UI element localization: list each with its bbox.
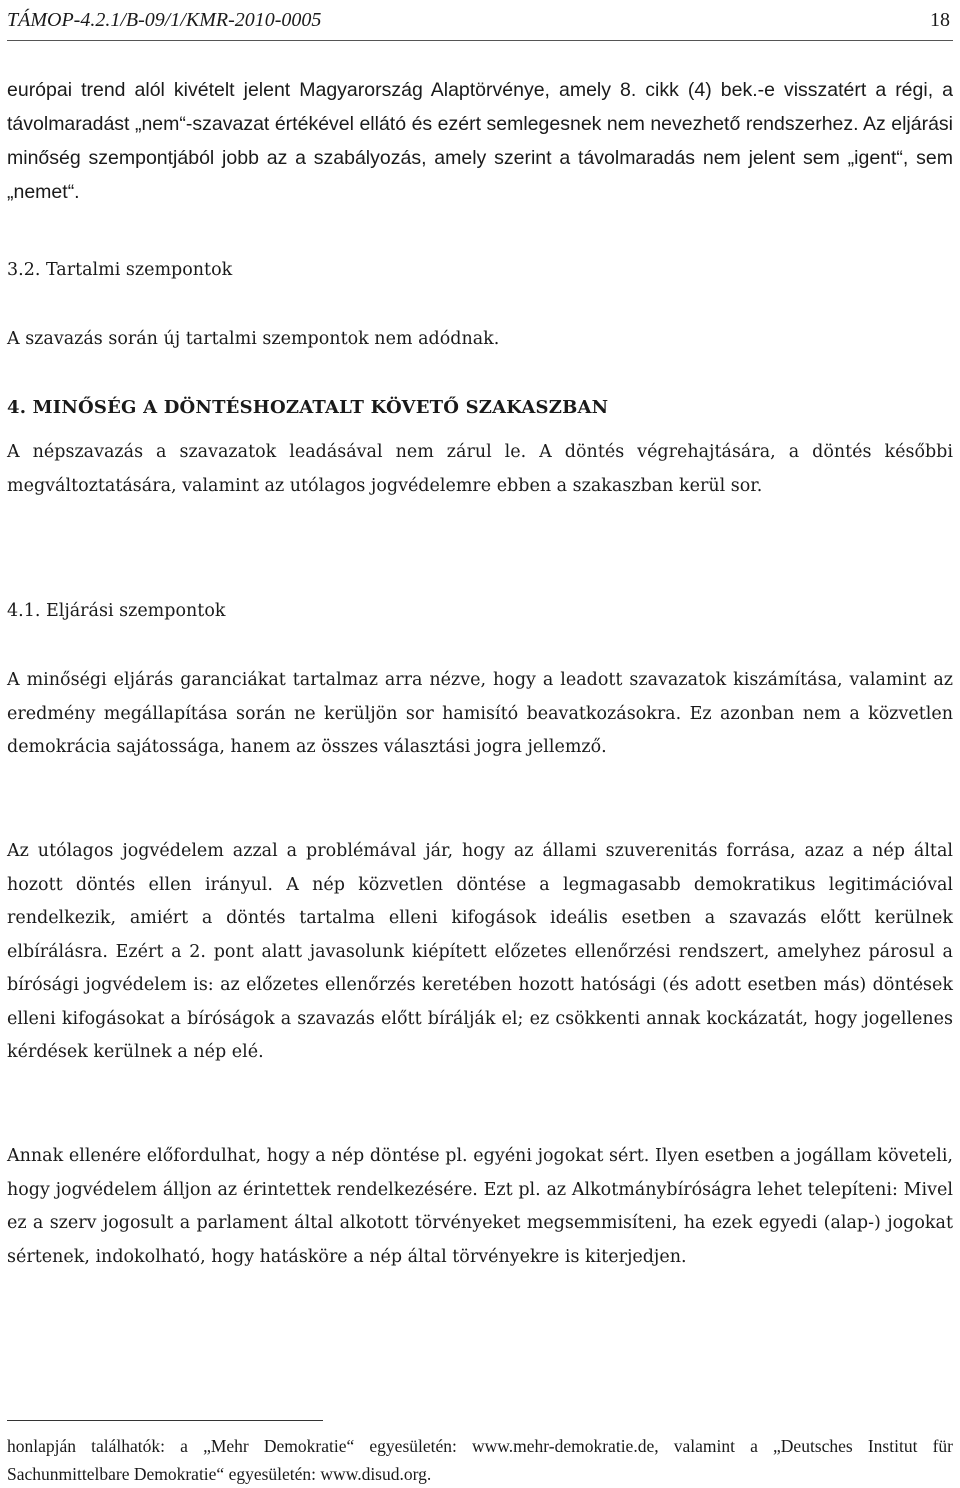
page-header bbox=[7, 4, 953, 41]
section-4-1-heading: 4.1. Eljárási szempontok bbox=[7, 601, 226, 621]
project-code: TÁMOP-4.2.1/B-09/1/KMR-2010-0005 bbox=[7, 9, 322, 31]
intro-paragraph: európai trend alól kivételt jelent Magyarország Alaptörvénye, amely 8. cikk (4) bek.-e visszatért a régi, a távolmaradást „nem“-szavazat értékével ellátó és ezért semlegesnek nem nevezhető rendszerhez. Az eljárási minőség szempontjából jobb az a szabályozás, amely szerint a távolmaradás nem jelent sem „igent“, sem „nemet“. bbox=[7, 79, 953, 203]
section-3-2-text: A szavazás során új tartalmi szempontok nem adódnak. bbox=[7, 329, 500, 349]
section-4-text: A népszavazás a szavazatok leadásával nem zárul le. A döntés végrehajtására, a döntés későbbi megváltoztatására, valamint az utólagos jogvédelemre ebben a szakaszban kerül sor. bbox=[7, 442, 953, 496]
judicial-review-paragraph: Az utólagos jogvédelem azzal a problémával jár, hogy az állami szuverenitás forrása, azaz a nép által hozott döntés ellen irányul. A nép közvetlen döntése a legmagasabb demokratikus legitimációval rendelkezik, amiért a döntés tartalma elleni kifogások ideális esetben a szavazás előtt kerülnek elbírálásra. Ezért a 2. pont alatt javasolunk kiépített előzetes ellenőrzési rendszert, amelyhez párosul a bírósági jogvédelem is: az előzetes ellenőrzés keretében hozott hatósági (és adott esetben más) döntések elleni kifogásokat a bíróságok a szavazás előtt bírálják el; ez csökkenti annak kockázatát, hogy jogellenes kérdések kerülnek a nép elé. bbox=[7, 841, 953, 1062]
footnote: honlapján találhatók: a „Mehr Demokratie“ egyesületén: www.mehr-demokratie.de, valamint a „Deutsches Institut für Sachunmittelbare Demokratie“ egyesületén: www.disud.org. bbox=[7, 1436, 953, 1484]
section-3-2-heading: 3.2. Tartalmi szempontok bbox=[7, 260, 233, 280]
section-4-1-text: A minőségi eljárás garanciákat tartalmaz arra nézve, hogy a leadott szavazatok kiszámítása, valamint az eredmény megállapítása során ne kerüljön sor hamisító beavatkozásokra. Ez azonban nem a közvetlen demokrácia sajátossága, hanem az összes választási jogra jellemző. bbox=[7, 670, 953, 757]
document-page bbox=[7, 0, 953, 1484]
page-number: 18 bbox=[930, 9, 950, 31]
constitutional-court-paragraph: Annak ellenére előfordulhat, hogy a nép döntése pl. egyéni jogokat sért. Ilyen esetben a jogállam követeli, hogy jogvédelem álljon az érintettek rendelkezésére. Ezt pl. az Alkotmánybíróságra lehet telepíteni: Mivel ez a szerv jogosult a parlament által alkotott törvényeket megsemmisíteni, ha ezek egyedi (alap-) jogokat sértenek, indokolható, hogy hatásköre a nép által törvényekre is kiterjedjen. bbox=[7, 1146, 953, 1267]
footnote-divider bbox=[7, 1420, 323, 1421]
section-4-heading: 4. MINŐSÉG A DÖNTÉSHOZATALT KÖVETŐ SZAKASZBAN bbox=[7, 397, 609, 418]
